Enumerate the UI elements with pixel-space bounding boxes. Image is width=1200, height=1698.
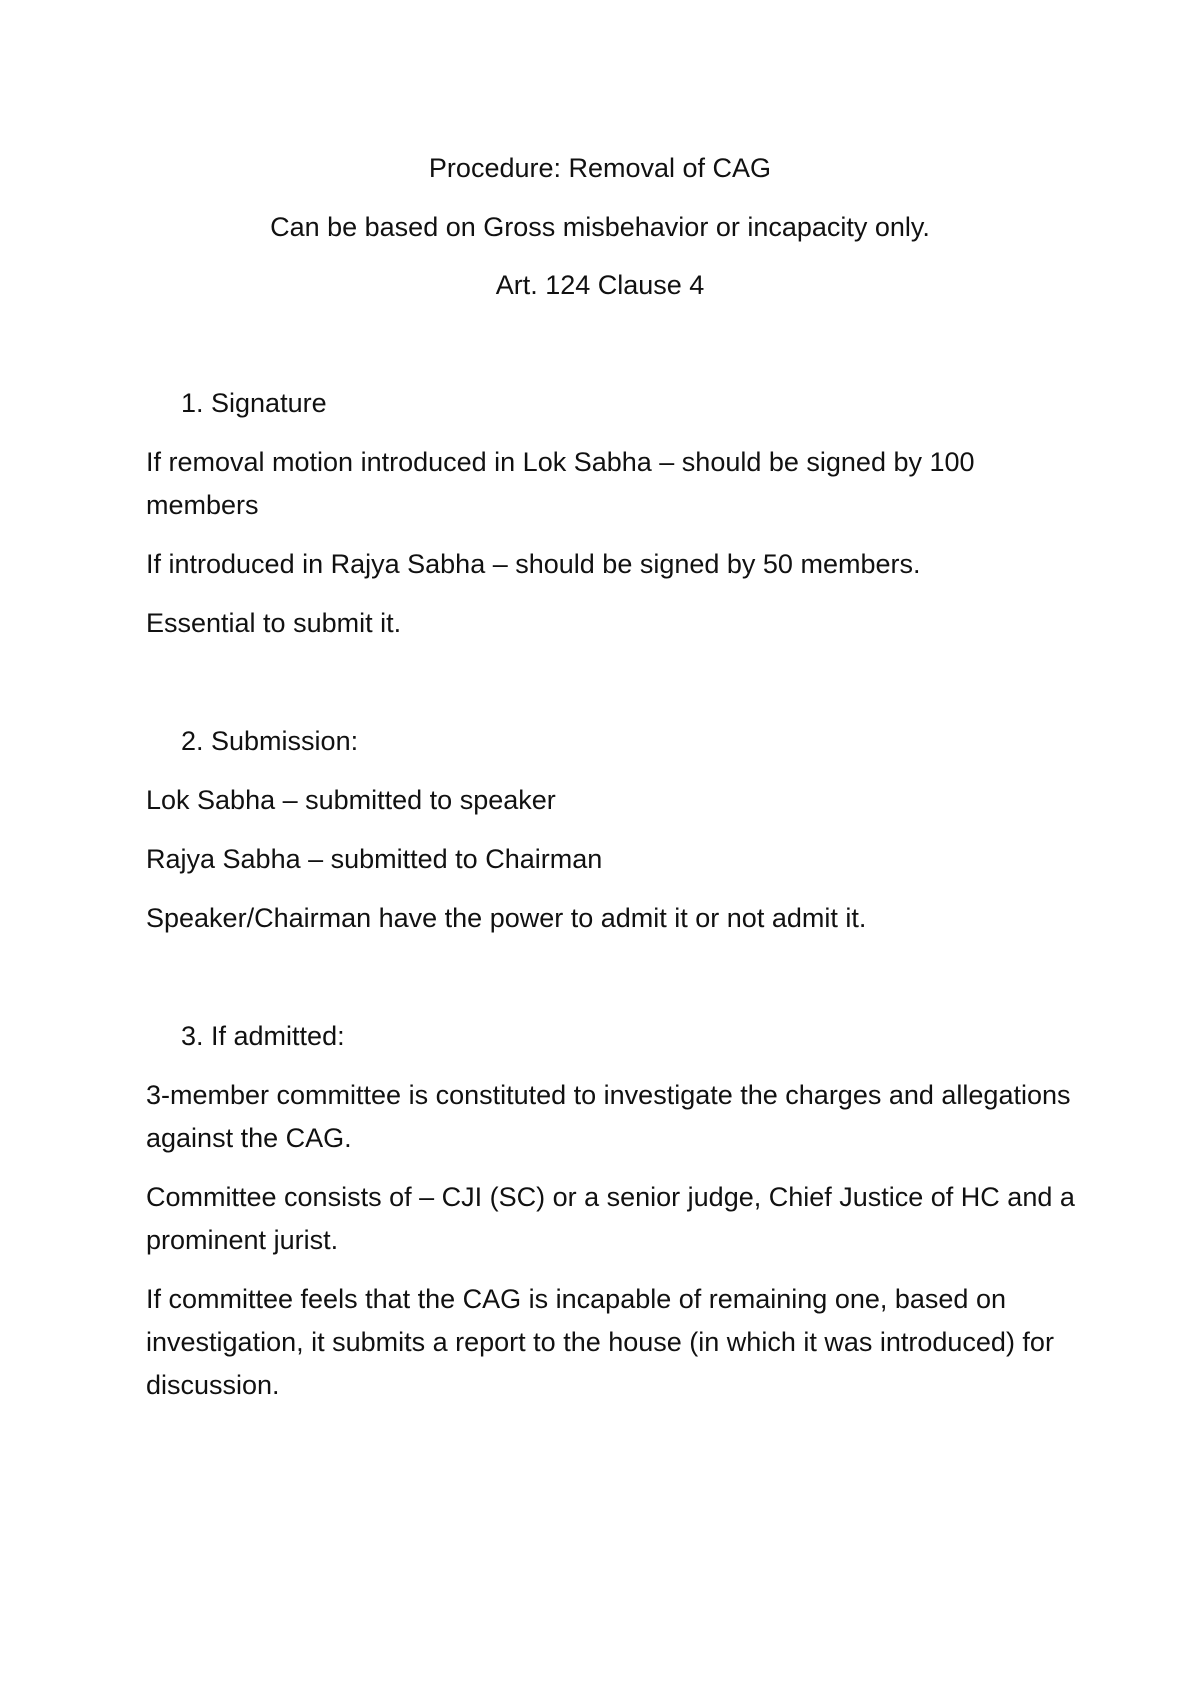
section-paragraph: If committee feels that the CAG is incapable of remaining one, based on investigation, it submits a report to the house (in which it was introduced) for discussion. [146, 1284, 1054, 1400]
section-paragraph: Rajya Sabha – submitted to Chairman [146, 844, 603, 874]
section-paragraph: Committee consists of – CJI (SC) or a senior judge, Chief Justice of HC and a prominent jurist. [146, 1182, 1075, 1255]
section-heading-signature: 1. Signature [181, 388, 327, 418]
document-subtitle: Can be based on Gross misbehavior or incapacity only. [270, 212, 930, 242]
section-paragraph: Essential to submit it. [146, 608, 402, 638]
section-heading-submission: 2. Submission: [181, 726, 359, 756]
document-title: Procedure: Removal of CAG [428, 153, 772, 183]
article-reference: Art. 124 Clause 4 [495, 270, 705, 300]
section-paragraph: If introduced in Rajya Sabha – should be signed by 50 members. [146, 549, 921, 579]
section-paragraph: Lok Sabha – submitted to speaker [146, 785, 556, 815]
section-heading-if-admitted: 3. If admitted: [181, 1021, 345, 1051]
section-paragraph: Speaker/Chairman have the power to admit it or not admit it. [146, 903, 867, 933]
section-paragraph: If removal motion introduced in Lok Sabha – should be signed by 100 members [146, 447, 975, 520]
section-paragraph: 3-member committee is constituted to investigate the charges and allegations against the CAG. [146, 1080, 1071, 1153]
